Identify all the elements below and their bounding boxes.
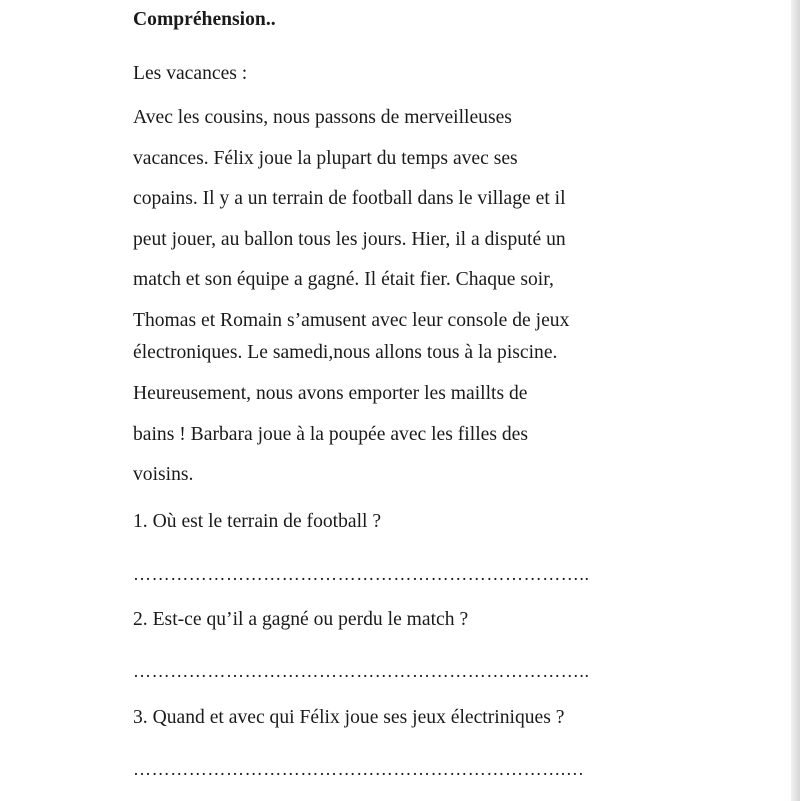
paragraph-line: électroniques. Le samedi,nous allons tous à la piscine.: [133, 342, 558, 363]
text-subtitle: Les vacances :: [133, 63, 248, 84]
paragraph-line: voisins.: [133, 464, 194, 485]
paragraph-line: bains ! Barbara joue à la poupée avec les filles des: [133, 424, 528, 445]
page-title: Compréhension..: [133, 9, 276, 30]
paragraph-line: copains. Il y a un terrain de football dans le village et il: [133, 188, 566, 209]
answer-line[interactable]: ………………………………………………………………..: [133, 564, 590, 584]
question-label: 1. Où est le terrain de football ?: [133, 511, 382, 532]
answer-line[interactable]: …………………………………………………………….…: [133, 759, 585, 779]
paragraph-line: peut jouer, au ballon tous les jours. Hier, il a disputé un: [133, 229, 566, 250]
paragraph-line: Avec les cousins, nous passons de merveilleuses: [133, 107, 512, 128]
question-label: 2. Est-ce qu’il a gagné ou perdu le match ?: [133, 609, 469, 630]
question-label: 3. Quand et avec qui Félix joue ses jeux électriniques ?: [133, 707, 565, 728]
page-edge-shadow: [791, 0, 800, 801]
paragraph-line: vacances. Félix joue la plupart du temps avec ses: [133, 148, 518, 169]
paragraph-line: match et son équipe a gagné. Il était fier. Chaque soir,: [133, 269, 554, 290]
paragraph-line: Heureusement, nous avons emporter les maillts de: [133, 383, 528, 404]
answer-line[interactable]: ………………………………………………………………..: [133, 661, 590, 681]
paragraph-line: Thomas et Romain s’amusent avec leur console de jeux: [133, 310, 570, 331]
